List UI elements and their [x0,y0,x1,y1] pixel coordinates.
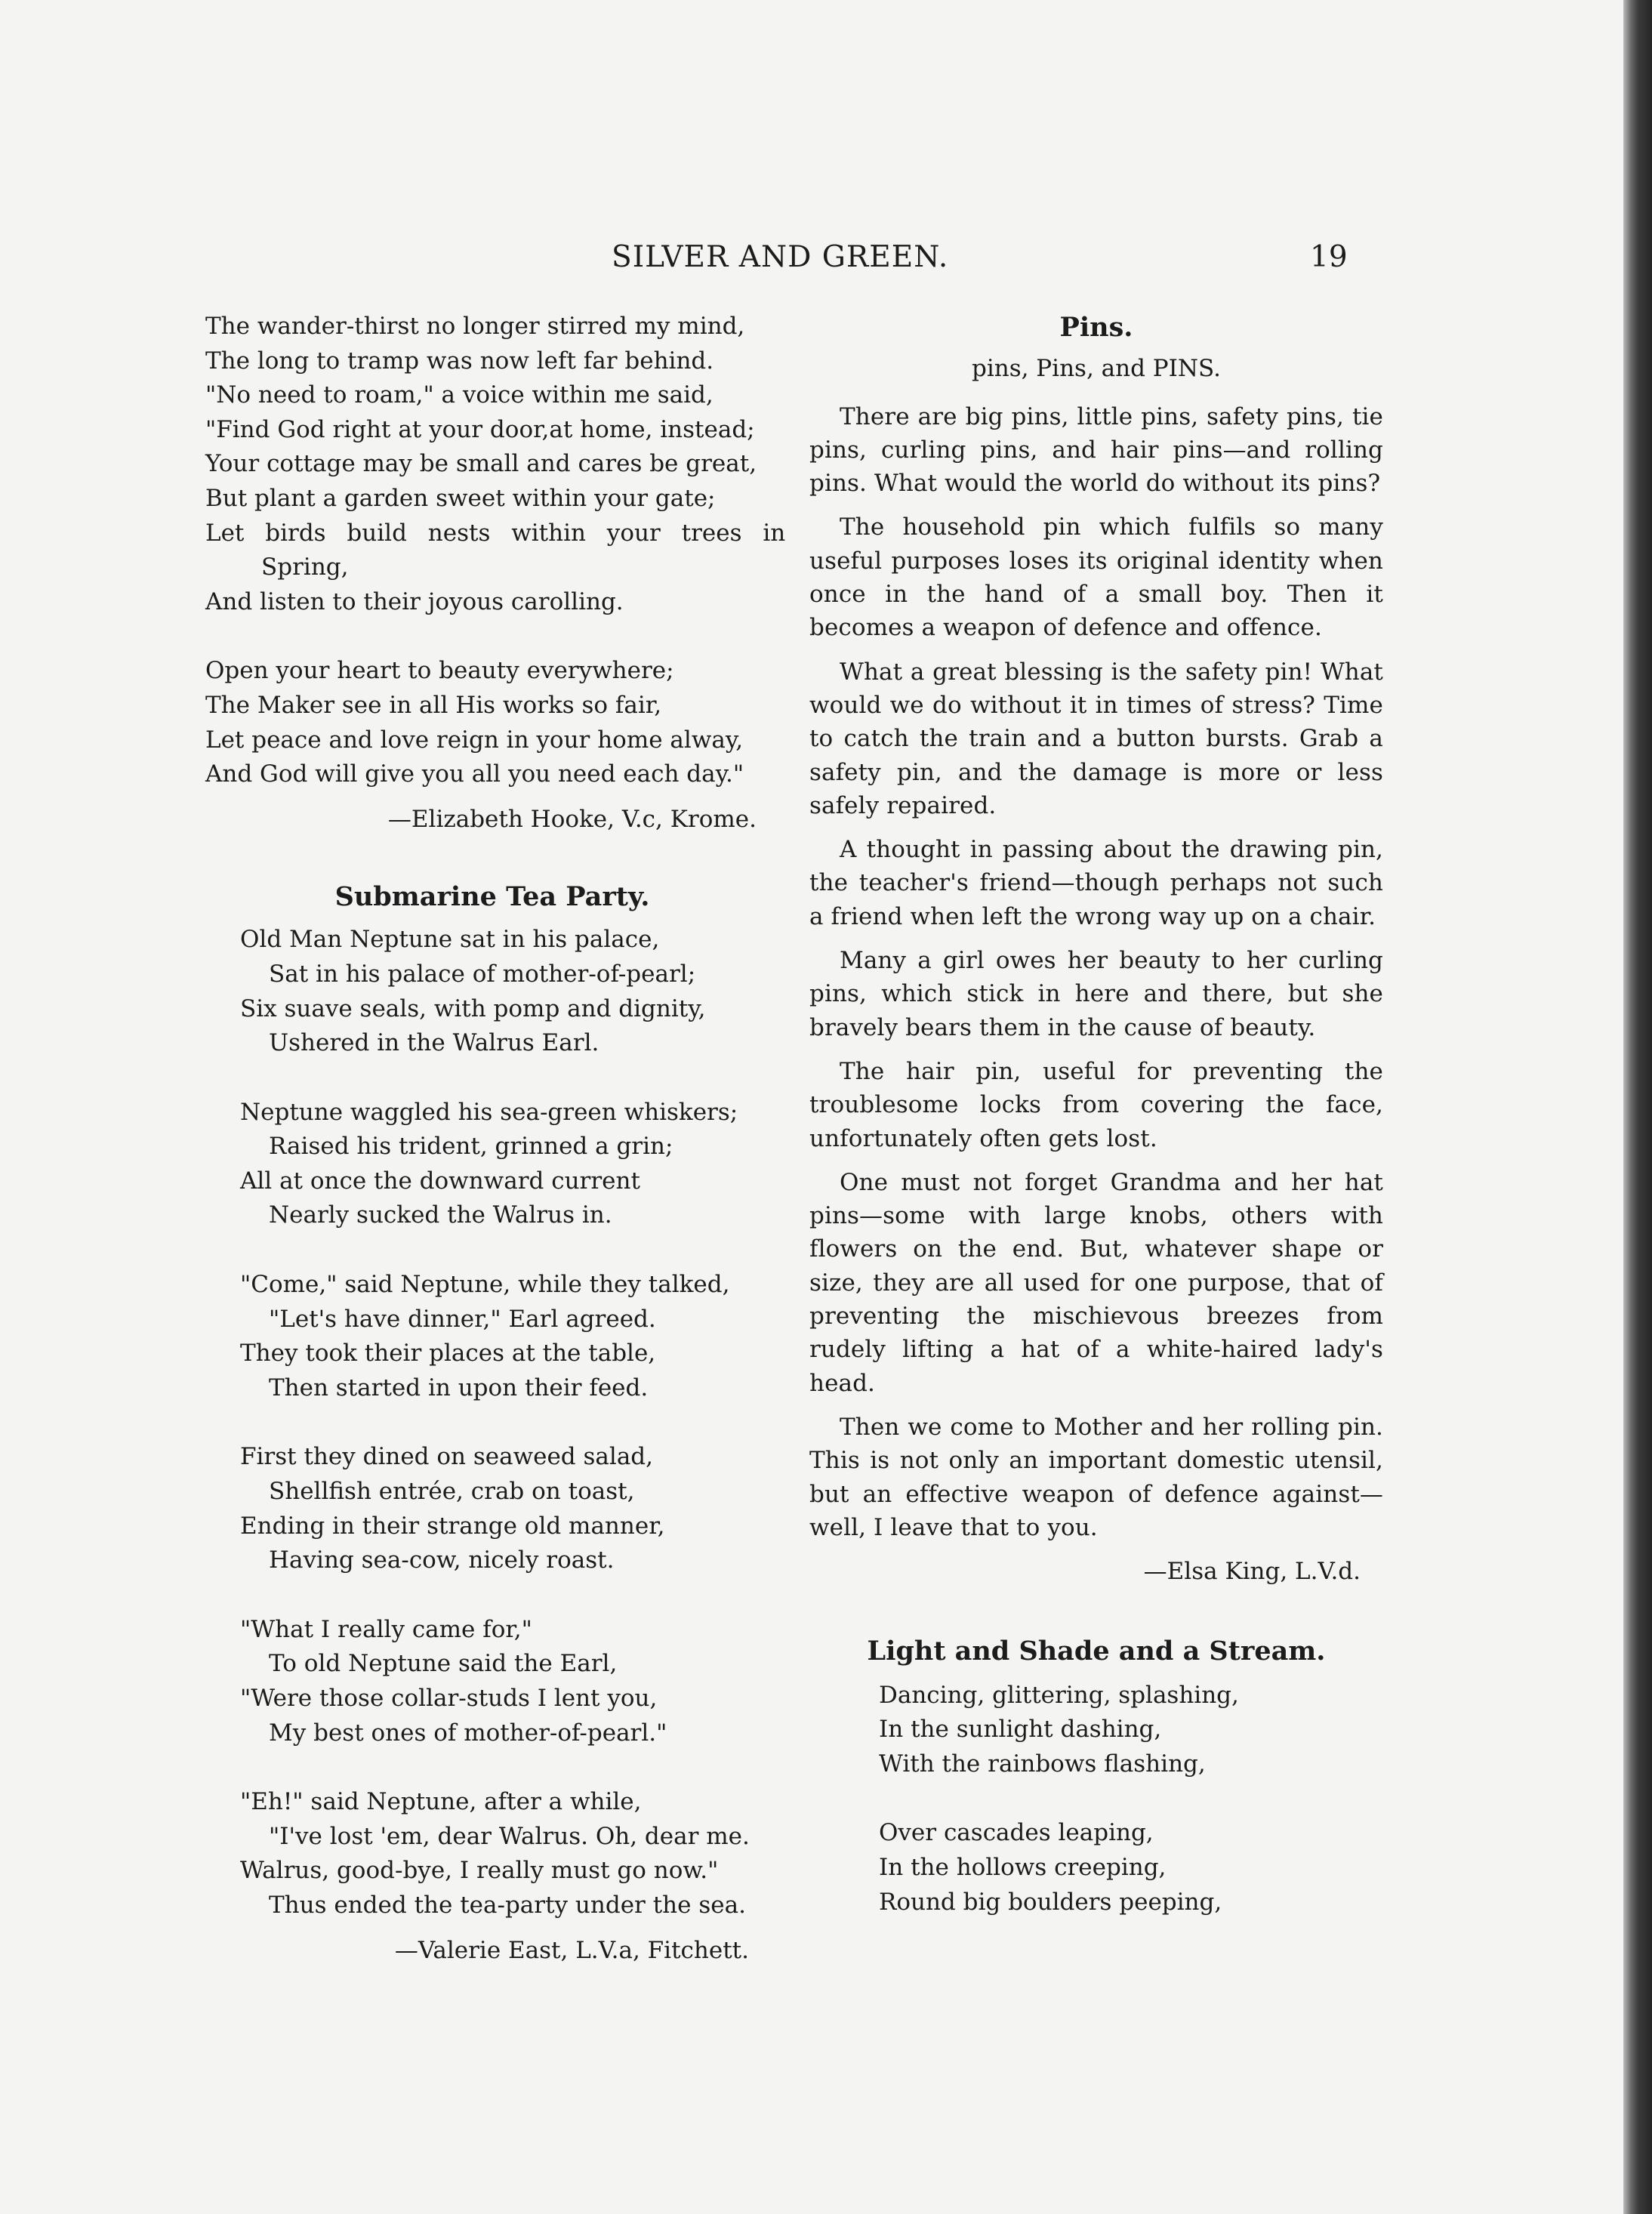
poem-stanza [240,923,779,1060]
attribution: —Elizabeth Hooke, V.c, Krome. [387,805,757,833]
poem-line: But plant a garden sweet within your gate; [205,484,716,512]
poem-body [809,1679,1383,1920]
page-header [0,240,1652,278]
paragraph: There are big pins, little pins, safety pins, tie pins, curling pins, and hair pins—and rolling pins. What would the world do without its pins? [809,402,1383,498]
right-column [809,310,1383,1920]
article-title: Pins. [1059,312,1133,343]
stream-poem [809,1633,1383,1920]
poem-line: Let peace and love reign in your home alway, [205,726,744,754]
poem-line: The wander-thirst no longer stirred my mind, [205,313,745,340]
poem-line: Let birds build nests within your trees in [205,519,786,547]
poem-line: "Let's have dinner," Earl agreed. [269,1305,656,1333]
poem-stanza [879,1679,1383,1782]
poem-line: Dancing, glittering, splashing, [879,1681,1239,1709]
paragraph: What a great blessing is the safety pin! What would we do without it in times of stress? Time to catch the train and a button bursts. Grab a safety pin, and the damage is more or less safely repaired. [809,658,1383,819]
poem-stanza [240,1440,779,1577]
paragraph: One must not forget Grandma and her hat pins—some with large knobs, others with flowers on the end. But, whatever shape or size, they are all used for one purpose, that of preventing the mischievous breezes from rudely lifting a hat of a white-haired lady's head. [809,1168,1383,1397]
poem-line: Sat in his palace of mother-of-pearl; [269,960,696,988]
poem-line: First they dined on seaweed salad, [240,1443,653,1471]
article-title: Submarine Tea Party. [334,881,650,913]
poem-line: Ushered in the Walrus Earl. [269,1029,599,1057]
paragraph: A thought in passing about the drawing pin, the teacher's friend—though perhaps not such a friend when left the wrong way up on a chair. [809,836,1383,930]
poem-line: In the hollows creeping, [879,1854,1167,1882]
poem-line: Having sea-cow, nicely roast. [269,1546,615,1574]
poem-stanza [240,1613,779,1750]
poem-stanza [879,1816,1383,1920]
poem-line: Ending in their strange old manner, [240,1512,665,1540]
poem-line: Then started in upon their feed. [269,1374,649,1401]
paragraph: Then we come to Mother and her rolling pin. This is not only an important domestic utensil, but an effective weapon of defence against—well, I leave that to you. [809,1413,1383,1541]
paragraph: Many a girl owes her beauty to her curling pins, which stick in here and there, but she bravely bears them in the cause of beauty. [809,947,1383,1041]
poem-continued [205,310,786,837]
poem-line: And listen to their joyous carolling. [205,587,624,615]
article-title: Light and Shade and a Stream. [867,1635,1326,1667]
page-number: 19 [1310,240,1348,274]
poem-line: The long to tramp was now left far behind. [205,347,714,375]
running-head: SILVER AND GREEN. [612,240,949,274]
poem-line: Neptune waggled his sea-green whiskers; [240,1098,738,1126]
poem-line: Shellfish entrée, crab on toast, [269,1478,635,1506]
poem-line: "What I really came for," [240,1615,532,1643]
poem-line: To old Neptune said the Earl, [269,1650,618,1678]
poem-line: Round big boulders peeping, [879,1888,1222,1916]
poem-line: All at once the downward current [240,1167,640,1195]
poem-line: Walrus, good-bye, I really must go now." [240,1857,719,1885]
poem-line: In the sunlight dashing, [879,1716,1162,1744]
poem-line: The Maker see in all His works so fair, [205,691,662,719]
poem-line: Six suave seals, with pomp and dignity, [240,994,706,1022]
poem-stanza [240,1268,779,1405]
article-subtitle: pins, Pins, and PINS. [971,355,1222,382]
attribution: —Elsa King, L.V.d. [1143,1558,1361,1586]
poem-line: "Eh!" said Neptune, after a while, [240,1788,642,1816]
poem-line: "No need to roam," a voice within me said, [205,381,714,409]
poem-body [205,923,779,1923]
poem-line: Your cottage may be small and cares be great, [205,450,757,478]
poem-line: Old Man Neptune sat in his palace, [240,926,660,954]
scan-page-edge [1623,0,1652,2214]
poem-line: Open your heart to beauty everywhere; [205,657,674,685]
poem-line: "Come," said Neptune, while they talked, [240,1271,730,1299]
poem-line: Over cascades leaping, [879,1819,1154,1847]
poem-line: Raised his trident, grinned a grin; [269,1133,673,1161]
poem-line: "Were those collar-studs I lent you, [240,1685,658,1712]
paragraph: The hair pin, useful for preventing the troublesome locks from covering the face, unfortunately often gets lost. [809,1057,1383,1152]
poem-line: My best ones of mother-of-pearl." [269,1719,667,1747]
poem-line: With the rainbows flashing, [879,1750,1206,1778]
left-column [205,310,786,1968]
poem-line: Nearly sucked the Walrus in. [269,1201,612,1229]
poem-stanza [240,1785,779,1923]
pins-article [809,310,1383,1590]
poem-stanza [205,310,786,619]
poem-line: They took their places at the table, [240,1340,656,1368]
poem-line: And God will give you all you need each day." [205,760,744,788]
poem-line: Thus ended the tea-party under the sea. [269,1891,746,1919]
poem-line: "I've lost 'em, dear Walrus. Oh, dear me. [269,1822,750,1850]
poem-line: "Find God right at your door,at home, instead; [205,415,755,443]
poem-line: Spring, [261,554,349,581]
paragraph: The household pin which fulfils so many useful purposes loses its original identity when once in the hand of a small boy. Then it becomes a weapon of defence and offence. [809,513,1383,642]
submarine-tea-party [205,879,779,1968]
attribution: —Valerie East, L.V.a, Fitchett. [394,1936,749,1964]
poem-stanza [205,654,779,791]
poem-stanza [240,1096,779,1233]
